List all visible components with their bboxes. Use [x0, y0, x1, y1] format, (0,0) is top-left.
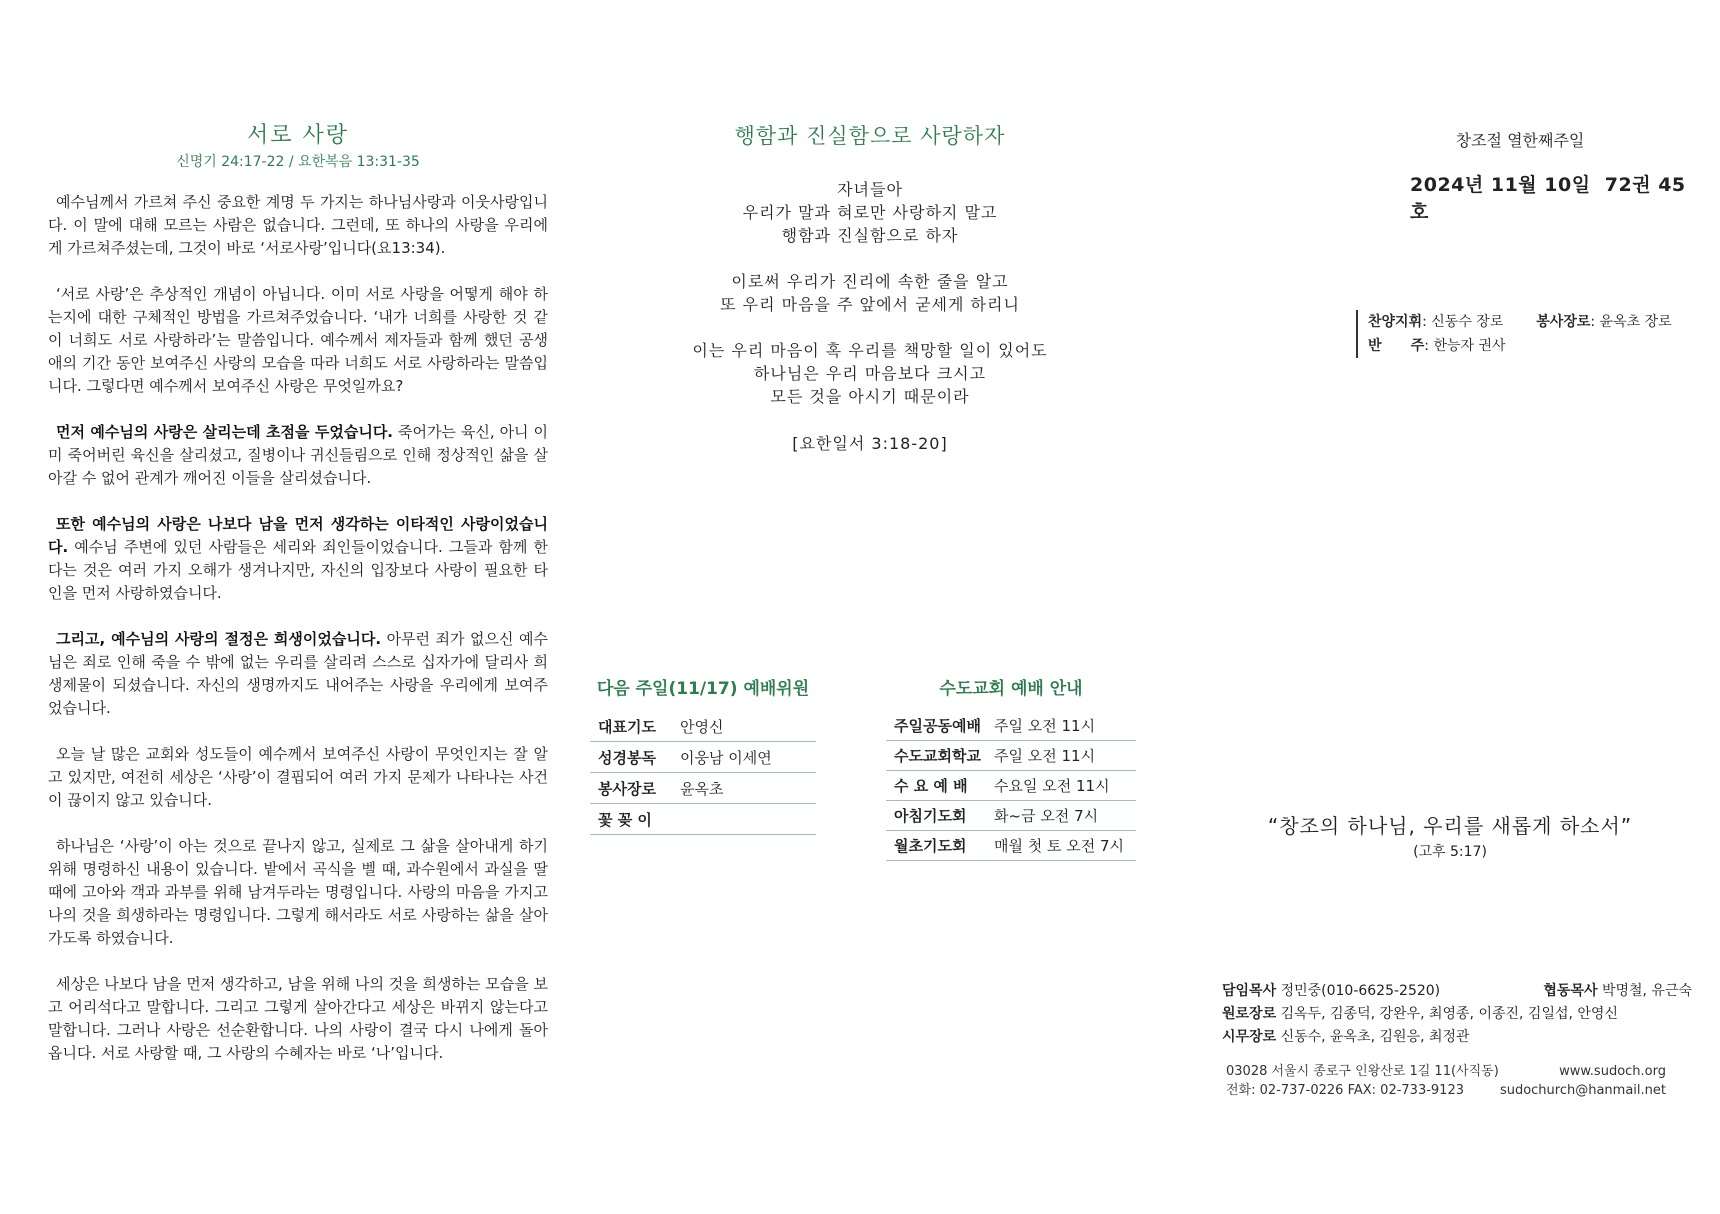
services-table	[886, 711, 1136, 861]
worship-committee	[590, 674, 816, 835]
choir-value: : 신동수 장로	[1422, 314, 1504, 330]
service-row	[886, 741, 1136, 771]
verse-line: 하나님은 우리 마음보다 크시고	[753, 364, 987, 383]
verse-line: 모든 것을 아시기 때문이라	[770, 387, 970, 406]
committee-person: 안영신	[680, 717, 724, 736]
sermon-column	[48, 112, 548, 1088]
committee-role: 대표기도	[598, 717, 656, 736]
committee-person: 이웅남 이세연	[680, 748, 772, 767]
committee-row	[590, 742, 816, 773]
committee-table	[590, 711, 816, 835]
worship-staff	[1356, 310, 1688, 358]
verse-line: 자녀들아	[837, 180, 903, 199]
date-line	[1410, 170, 1690, 224]
pastors-info	[1222, 980, 1692, 1049]
active-elders-label: 시무장로	[1222, 1029, 1277, 1045]
email-link[interactable]: sudochurch@hanmail.net	[1499, 1083, 1666, 1098]
sermon-paragraph	[48, 628, 548, 720]
accompanist-value: : 한능자 권사	[1424, 338, 1506, 354]
verse-line: 우리가 말과 혀로만 사랑하지 말고	[742, 203, 998, 222]
service-time: 수요일 오전 11시	[994, 777, 1110, 795]
phone-fax: 전화: 02-737-0226 FAX: 02-733-9123	[1226, 1083, 1464, 1098]
sermon-paragraph-emphasis: 또한 예수님의 사랑은 나보다 남을 먼저 생각하는 이타적인 사랑이었습니다.	[48, 515, 548, 556]
sermon-paragraph	[48, 191, 548, 260]
sermon-paragraph-text: 하나님은 ‘사랑’이 아는 것으로 끝나지 않고, 실제로 그 삶을 살아내게 하기 위해 명령하신 내용이 있습니다. 밭에서 곡식을 벨 때, 과수원에서 과실을 딸 때에 고아와 객과 과부를 위해 남겨두라는 명령입니다. 사랑의 마음을 가지고 나의 것을 희생하라는 명령입니다. 그렇게 해서라도 서로 사랑하는 삶을 살아가도록 하였습니다.	[48, 837, 548, 947]
pastors-row-2	[1222, 1003, 1692, 1026]
sermon-reference: 신명기 24:17-22 / 요한복음 13:31-35	[176, 154, 420, 170]
services-title: 수도교회 예배 안내	[939, 679, 1083, 699]
verse-line: 또 우리 마음을 주 앞에서 굳세게 하리니	[720, 295, 1020, 314]
service-elder-label: 봉사장로	[1536, 314, 1591, 330]
motto-reference: (고후 5:17)	[1413, 844, 1487, 860]
sermon-paragraph	[48, 743, 548, 812]
sermon-paragraph-text: 예수님 주변에 있던 사람들은 세리와 죄인들이었습니다. 그들과 함께 한다는 것은 여러 가지 오해가 생겨나지만, 자신의 입장보다 사랑이 필요한 타인을 먼저 사랑하였습니다.	[48, 538, 548, 602]
committee-title: 다음 주일(11/17) 예배위원	[596, 679, 810, 699]
service-time: 주일 오전 11시	[994, 747, 1096, 765]
service-guide	[886, 674, 1136, 861]
sermon-paragraph-emphasis: 그리고, 예수님의 사랑의 절정은 희생이었습니다.	[56, 630, 382, 648]
sermon-paragraph	[48, 835, 548, 950]
committee-role: 꽃 꽂 이	[598, 810, 652, 829]
service-row	[886, 831, 1136, 861]
committee-row	[590, 711, 816, 742]
accompanist-label: 반 주	[1368, 338, 1425, 354]
sermon-paragraph	[48, 513, 548, 605]
service-time: 화~금 오전 7시	[994, 807, 1099, 825]
choir-label: 찬양지휘	[1368, 314, 1423, 330]
service-elder-value: : 윤옥초 장로	[1590, 314, 1672, 330]
service-name: 아침기도회	[894, 807, 967, 825]
service-name: 수도교회학교	[894, 747, 981, 765]
motto-text: “창조의 하나님, 우리를 새롭게 하소서”	[1267, 814, 1633, 838]
assoc-pastor-value: 박명철, 유근숙	[1601, 983, 1692, 999]
service-name: 수 요 예 배	[894, 777, 968, 795]
contact-info	[1226, 1062, 1666, 1100]
service-name: 주일공동예배	[894, 717, 981, 735]
service-name: 월초기도회	[894, 837, 967, 855]
sermon-paragraph	[48, 283, 548, 398]
address: 03028 서울시 종로구 인왕산로 1길 11(사직동)	[1226, 1064, 1499, 1079]
verse-line: 이는 우리 마음이 혹 우리를 책망할 일이 있어도	[692, 341, 1048, 360]
service-row	[886, 771, 1136, 801]
sermon-paragraph-text: 오늘 날 많은 교회와 성도들이 예수께서 보여주신 사랑이 무엇인지는 잘 알고 있지만, 여전히 세상은 ‘사랑’이 결핍되어 여러 가지 문제가 나타나는 사건이 끊이지 않고 있습니다.	[48, 745, 548, 809]
website-link[interactable]: www.sudoch.org	[1559, 1064, 1666, 1079]
service-row	[886, 711, 1136, 741]
verse-column	[600, 120, 1140, 454]
verse-title: 행함과 진실함으로 사랑하자	[734, 124, 1006, 148]
assoc-pastor-label: 협동목사	[1543, 983, 1598, 999]
active-elders-value: 신동수, 윤옥초, 김원응, 최정관	[1280, 1029, 1470, 1045]
verse-stanza	[600, 178, 1140, 247]
pastors-row-3	[1222, 1026, 1692, 1049]
verse-line: 이로써 우리가 진리에 속한 줄을 알고	[731, 272, 1009, 291]
date: 2024년 11월 10일	[1410, 174, 1591, 196]
sermon-paragraph-text: 아무런 죄가 없으신 예수님은 죄로 인해 죽을 수 밖에 없는 우리를 살리려 스스로 십자가에 달리사 희생제물이 되셨습니다. 자신의 생명까지도 내어주는 사랑을 우리에게 보여주었습니다.	[48, 630, 548, 717]
verse-body	[600, 178, 1140, 408]
sermon-paragraph-emphasis: 먼저 예수님의 사랑은 살리는데 초점을 두었습니다.	[56, 423, 394, 441]
verse-reference: [요한일서 3:18-20]	[792, 434, 948, 453]
sermon-title: 서로 사랑	[246, 123, 349, 148]
committee-role: 성경봉독	[598, 748, 656, 767]
staff-row-2	[1368, 334, 1688, 358]
sermon-paragraph-text: 죽어가는 육신, 아니 이미 죽어버린 육신을 살리셨고, 질병이나 귀신들림으로 인해 정상적인 삶을 살아갈 수 없어 관계가 깨어진 이들을 살리셨습니다.	[48, 423, 548, 487]
emeritus-label: 원로장로	[1222, 1006, 1277, 1022]
service-row	[886, 801, 1136, 831]
liturgical-season: 창조절 열한째주일	[1455, 131, 1585, 150]
sermon-paragraph-text: 세상은 나보다 남을 먼저 생각하고, 남을 위해 나의 것을 희생하는 모습을 보고 어리석다고 말합니다. 그리고 그렇게 살아간다고 세상은 바뀌지 않는다고 말합니다. 그러나 사랑은 선순환합니다. 나의 사랑이 결국 다시 나에게 돌아옵니다. 서로 사랑할 때, 그 사랑의 수혜자는 바로 ‘나’입니다.	[48, 975, 548, 1062]
verse-stanza	[600, 339, 1140, 408]
committee-role: 봉사장로	[598, 779, 656, 798]
volume: 72권 45호	[1410, 174, 1686, 223]
motto	[1220, 810, 1680, 861]
sermon-paragraph-text: 예수님께서 가르쳐 주신 중요한 계명 두 가지는 하나님사랑과 이웃사랑입니다. 이 말에 대해 모르는 사람은 없습니다. 그런데, 또 하나의 사랑을 우리에게 가르쳐주셨는데, 그것이 바로 ‘서로사랑’입니다(요13:34).	[48, 193, 548, 257]
staff-row-1	[1368, 310, 1688, 334]
senior-pastor-label: 담임목사	[1222, 983, 1277, 999]
committee-person: 윤옥초	[680, 779, 724, 798]
committee-row	[590, 773, 816, 804]
committee-row	[590, 804, 816, 835]
pastors-row-1	[1222, 980, 1692, 1003]
contact-row-2	[1226, 1081, 1666, 1100]
contact-row-1	[1226, 1062, 1666, 1081]
senior-pastor-value: 정민중(010-6625-2520)	[1280, 983, 1441, 999]
sermon-paragraph-text: ‘서로 사랑’은 추상적인 개념이 아닙니다. 이미 서로 사랑을 어떻게 해야 하는지에 대한 구체적인 방법을 가르쳐주었습니다. ‘내가 너희를 사랑한 것 같이 너희도 서로 사랑하라’는 말씀입니다. 예수께서 제자들과 함께 했던 공생애의 기간 동안 보여주신 사랑의 모습을 따라 너희도 서로 사랑하라는 말씀입니다. 그렇다면 예수께서 보여주신 사랑은 무엇일까요?	[48, 285, 548, 395]
sermon-body	[48, 191, 548, 1065]
verse-line: 행함과 진실함으로 하자	[781, 226, 959, 245]
service-time: 주일 오전 11시	[994, 717, 1096, 735]
service-time: 매월 첫 토 오전 7시	[994, 837, 1125, 855]
sermon-paragraph	[48, 421, 548, 490]
sermon-paragraph	[48, 973, 548, 1065]
emeritus-value: 김옥두, 김종덕, 강완우, 최영종, 이종진, 김일섭, 안영신	[1280, 1006, 1618, 1022]
verse-stanza	[600, 270, 1140, 316]
